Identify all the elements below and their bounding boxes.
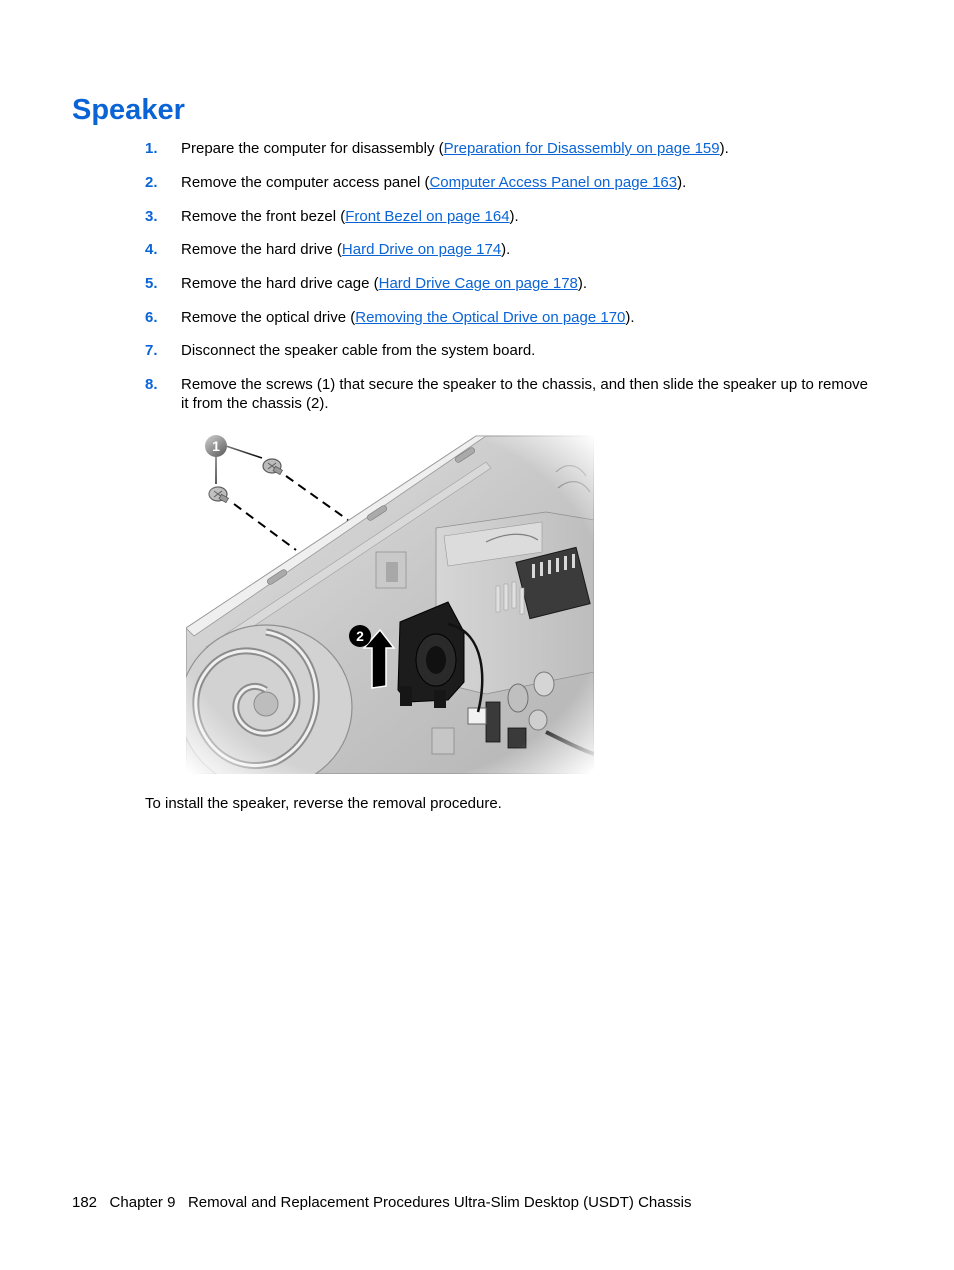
step-number: 5.: [145, 275, 158, 292]
chapter-title: Removal and Replacement Procedures Ultra-Slim Desktop (USDT) Chassis: [187, 1194, 692, 1211]
link-hard-drive-cage[interactable]: Hard Drive Cage on page 178: [378, 275, 578, 292]
page-title: Speaker: [72, 94, 185, 126]
step-text: Remove the hard drive (Hard Drive on page 174).: [181, 241, 511, 258]
page-number: 182: [72, 1194, 98, 1211]
step-number: 7.: [145, 342, 158, 359]
link-preparation-for-disassembly[interactable]: Preparation for Disassembly on page 159: [443, 140, 720, 157]
step-number: 1.: [145, 140, 158, 157]
step-text: Prepare the computer for disassembly (Preparation for Disassembly on page 159).: [181, 140, 729, 157]
speaker-diagram: [186, 432, 594, 774]
closing-note: To install the speaker, reverse the removal procedure.: [145, 795, 502, 812]
link-removing-optical-drive[interactable]: Removing the Optical Drive on page 170: [355, 309, 626, 326]
speaker-removal-illustration: [186, 432, 594, 774]
chapter-label: Chapter 9: [109, 1194, 176, 1211]
step-number: 6.: [145, 309, 158, 326]
link-computer-access-panel[interactable]: Computer Access Panel on page 163: [429, 174, 678, 191]
link-hard-drive[interactable]: Hard Drive on page 174: [341, 241, 502, 258]
step-number: 2.: [145, 174, 158, 191]
step-text: Remove the hard drive cage (Hard Drive Cage on page 178).: [181, 275, 588, 292]
step-number: 4.: [145, 241, 158, 258]
link-front-bezel[interactable]: Front Bezel on page 164: [345, 208, 510, 225]
step-text: Disconnect the speaker cable from the system board.: [181, 342, 536, 359]
step-text: Remove the computer access panel (Computer Access Panel on page 163).: [181, 174, 687, 191]
step-text: Remove the optical drive (Removing the Optical Drive on page 170).: [181, 309, 635, 326]
page-footer: [72, 1193, 691, 1212]
step-number: 8.: [145, 376, 158, 393]
step-number: 3.: [145, 208, 158, 225]
step-text: Remove the screws (1) that secure the speaker to the chassis, and then slide the speaker up to remove it from the chassis (2).: [181, 376, 869, 412]
step-text: Remove the front bezel (Front Bezel on page 164).: [181, 208, 519, 225]
